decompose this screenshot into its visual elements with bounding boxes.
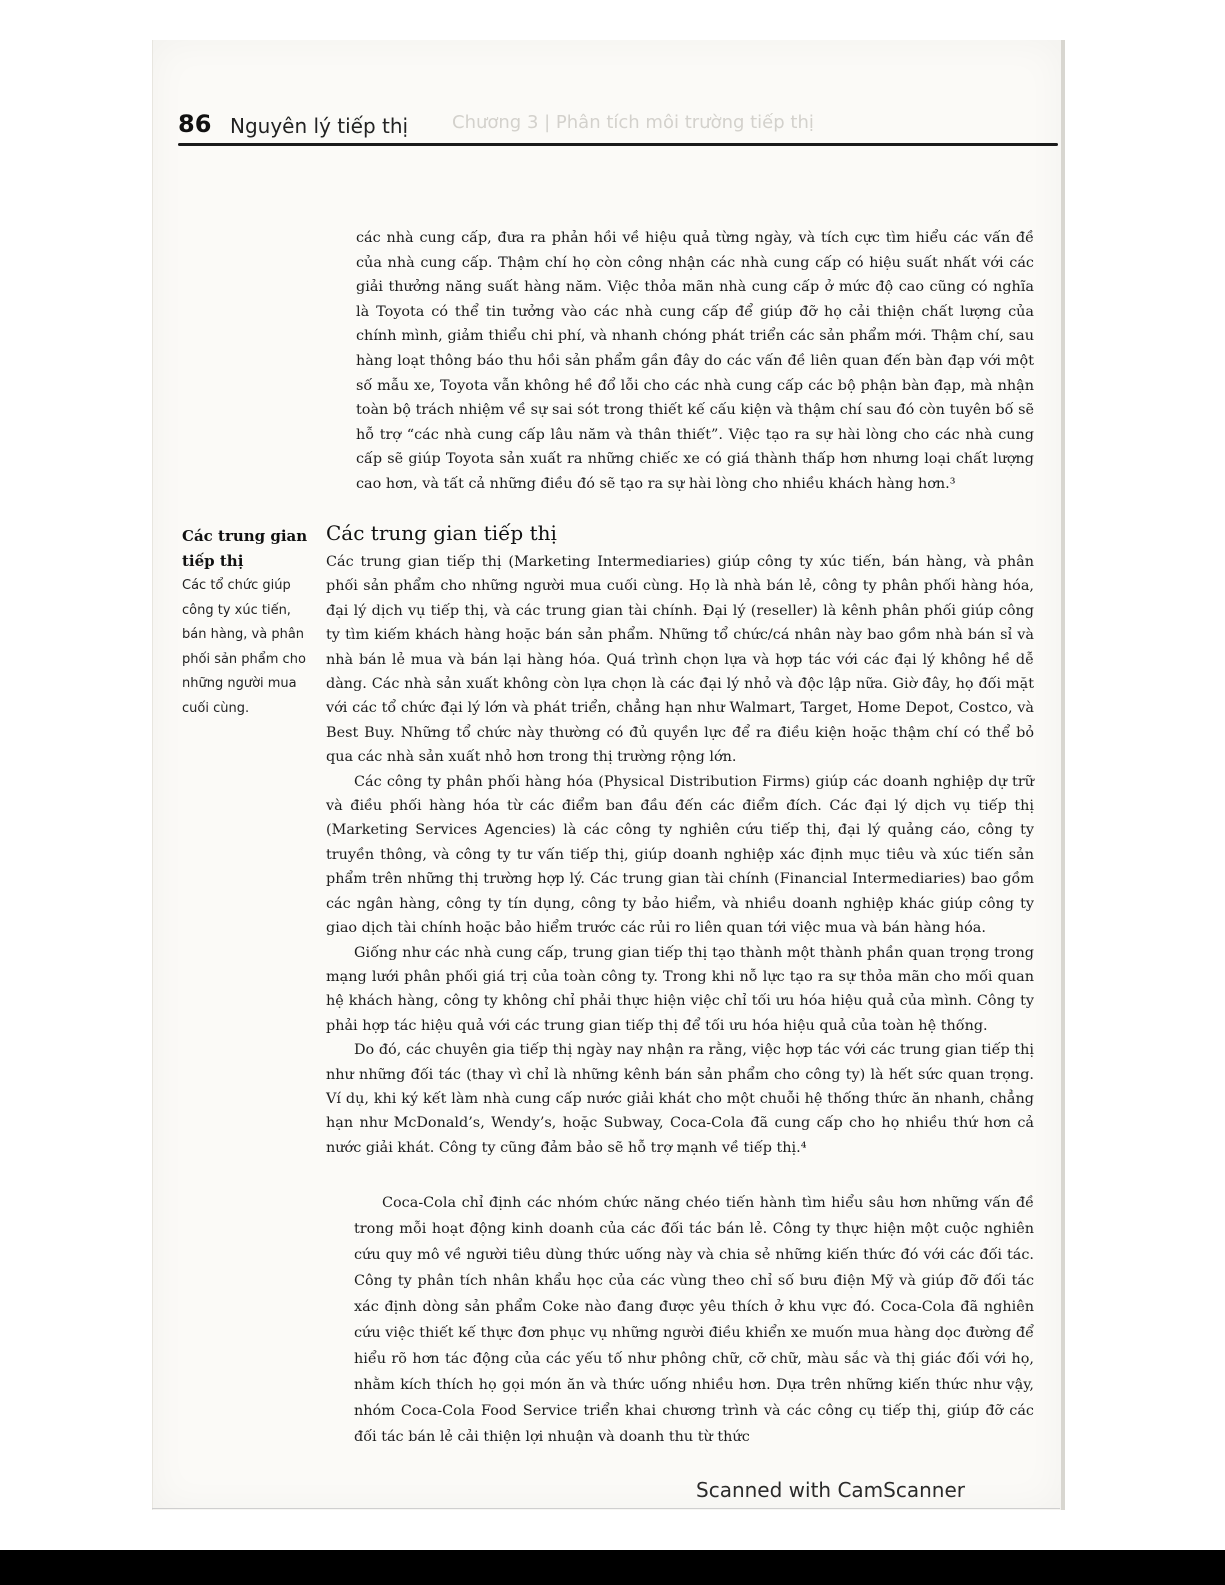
footer-rule [152, 1508, 1060, 1509]
paragraph: Giống như các nhà cung cấp, trung gian tiếp thị tạo thành một thành phần quan trọng trong mạng lưới phân phối giá trị của toàn công ty. Trong khi nỗ lực tạo ra sự thỏa mãn cho mối quan hệ khách hàng, công ty không chỉ phải thực hiện việc chỉ tối ưu hóa hiệu quả của mình. Công ty phải hợp tác hiệu quả với các trung gian tiếp thị để tối ưu hóa hiệu quả của toàn hệ thống. [326, 944, 1034, 1034]
paragraph: Các trung gian tiếp thị (Marketing Intermediaries) giúp công ty xúc tiến, bán hàng, và phân phối sản phẩm cho những người mua cuối cùng. Họ là nhà bán lẻ, công ty phân phối hàng hóa, đại lý dịch vụ tiếp thị, và các trung gian tài chính. Đại lý (reseller) là kênh phân phối giúp công ty tìm kiếm khách hàng hoặc bán sản phẩm. Những tổ chức/cá nhân này bao gồm nhà bán sỉ và nhà bán lẻ mua và bán lại hàng hóa. Quá trình chọn lựa và hợp tác với các đại lý không hề dễ dàng. Các nhà sản xuất không còn lựa chọn là các đại lý nhỏ và độc lập nữa. Giờ đây, họ đối mặt với các tổ chức đại lý lớn và phát triển, chẳng hạn như Walmart, Target, Home Depot, Costco, và Best Buy. Những tổ chức này thường có đủ quyền lực để ra điều kiện hoặc thậm chí có thể bỏ qua các nhà sản xuất nhỏ hơn trong thị trường rộng lớn. [326, 554, 1034, 766]
paragraph: Coca-Cola chỉ định các nhóm chức năng chéo tiến hành tìm hiểu sâu hơn những vấn đề trong mỗi hoạt động kinh doanh của các đối tác bán lẻ. Công ty thực hiện một cuộc nghiên cứu quy mô về người tiêu dùng thức uống này và chia sẻ những kiến thức đó với các đối tác. Công ty phân tích nhân khẩu học của các vùng theo chỉ số bưu điện Mỹ và giúp đỡ đối tác xác định dòng sản phẩm Coke nào đang được yêu thích ở khu vực đó. Coca-Cola đã nghiên cứu việc thiết kế thực đơn phục vụ những người điều khiển xe muốn mua hàng dọc đường để hiểu rõ hơn tác động của các yếu tố như phông chữ, cỡ chữ, màu sắc và thị giác đối với họ, nhằm kích thích họ gọi món ăn và thức uống nhiều hơn. Dựa trên những kiến thức như vậy, nhóm Coca-Cola Food Service triển khai chương trình và các công cụ tiếp thị, giúp đỡ các đối tác bán lẻ cải thiện lợi nhuận và doanh thu từ thức [354, 1195, 1034, 1445]
margin-definition-text: Các tổ chức giúp công ty xúc tiến, bán hàng, và phân phối sản phẩm cho những người mua cuối cùng. [182, 578, 306, 716]
book-title: Nguyên lý tiếp thị [230, 114, 409, 138]
section-body [326, 518, 1034, 1160]
header-rule [178, 143, 1058, 146]
paragraph: các nhà cung cấp, đưa ra phản hồi về hiệu quả từng ngày, và tích cực tìm hiểu các vấn đề của nhà cung cấp. Thậm chí họ còn công nhận các nhà cung cấp có hiệu suất nhất với các giải thưởng năng suất hàng năm. Việc thỏa mãn nhà cung cấp ở mức độ cao cũng có nghĩa là Toyota có thể tin tưởng vào các nhà cung cấp để giúp đỡ họ cải thiện chất lượng của chính mình, giảm thiểu chi phí, và nhanh chóng phát triển các sản phẩm mới. Thậm chí, sau hàng loạt thông báo thu hồi sản phẩm gần đây do các vấn đề liên quan đến bàn đạp với một số mẫu xe, Toyota vẫn không hề đổ lỗi cho các nhà cung cấp các bộ phận bàn đạp, mà nhận toàn bộ trách nhiệm về sự sai sót trong thiết kế cấu kiện và thậm chí sau đó còn tuyên bố sẽ hỗ trợ “các nhà cung cấp lâu năm và thân thiết”. Việc tạo ra sự hài lòng cho các nhà cung cấp sẽ giúp Toyota sản xuất ra những chiếc xe có giá thành thấp hơn nhưng loại chất lượng cao hơn, và tất cả những điều đó sẽ tạo ra sự hài lòng cho nhiều khách hàng hơn.³ [356, 230, 1034, 492]
bleed-through-text: Chương 3 | Phân tích môi trường tiếp thị [452, 112, 814, 133]
continued-paragraph [356, 226, 1034, 497]
margin-definition [182, 524, 308, 721]
running-header [178, 108, 1058, 148]
paragraph: Các công ty phân phối hàng hóa (Physical Distribution Firms) giúp các doanh nghiệp dự trữ và điều phối hàng hóa từ các điểm ban đầu đến các điểm đích. Các đại lý dịch vụ tiếp thị (Marketing Services Agencies) là các công ty nghiên cứu tiếp thị, đại lý quảng cáo, công ty truyền thông, và công ty tư vấn tiếp thị, giúp doanh nghiệp xác định mục tiêu và xúc tiến sản phẩm trên những thị trường hợp lý. Các trung gian tài chính (Financial Intermediaries) bao gồm các ngân hàng, công ty tín dụng, công ty bảo hiểm, và nhiều doanh nghiệp khác giúp công ty giao dịch tài chính hoặc bảo hiểm trước các rủi ro liên quan tới việc mua và bán hàng hóa. [326, 773, 1034, 937]
section-heading: Các trung gian tiếp thị [326, 521, 557, 545]
margin-term: Các trung gian tiếp thị [182, 527, 308, 570]
scanner-watermark: Scanned with CamScanner [696, 1478, 965, 1502]
bottom-bar [0, 1550, 1225, 1585]
page-number: 86 [178, 110, 212, 138]
example-block [354, 1190, 1034, 1450]
paragraph: Do đó, các chuyên gia tiếp thị ngày nay nhận ra rằng, việc hợp tác với các trung gian tiếp thị như những đối tác (thay vì chỉ là những kênh bán sản phẩm cho công ty) là hết sức quan trọng. Ví dụ, khi ký kết làm nhà cung cấp nước giải khát cho một chuỗi hệ thống thức ăn nhanh, chẳng hạn như McDonald’s, Wendy’s, hoặc Subway, Coca-Cola đã cung cấp cho họ nhiều thứ hơn cả nước giải khát. Công ty cũng đảm bảo sẽ hỗ trợ mạnh về tiếp thị.⁴ [326, 1042, 1034, 1156]
